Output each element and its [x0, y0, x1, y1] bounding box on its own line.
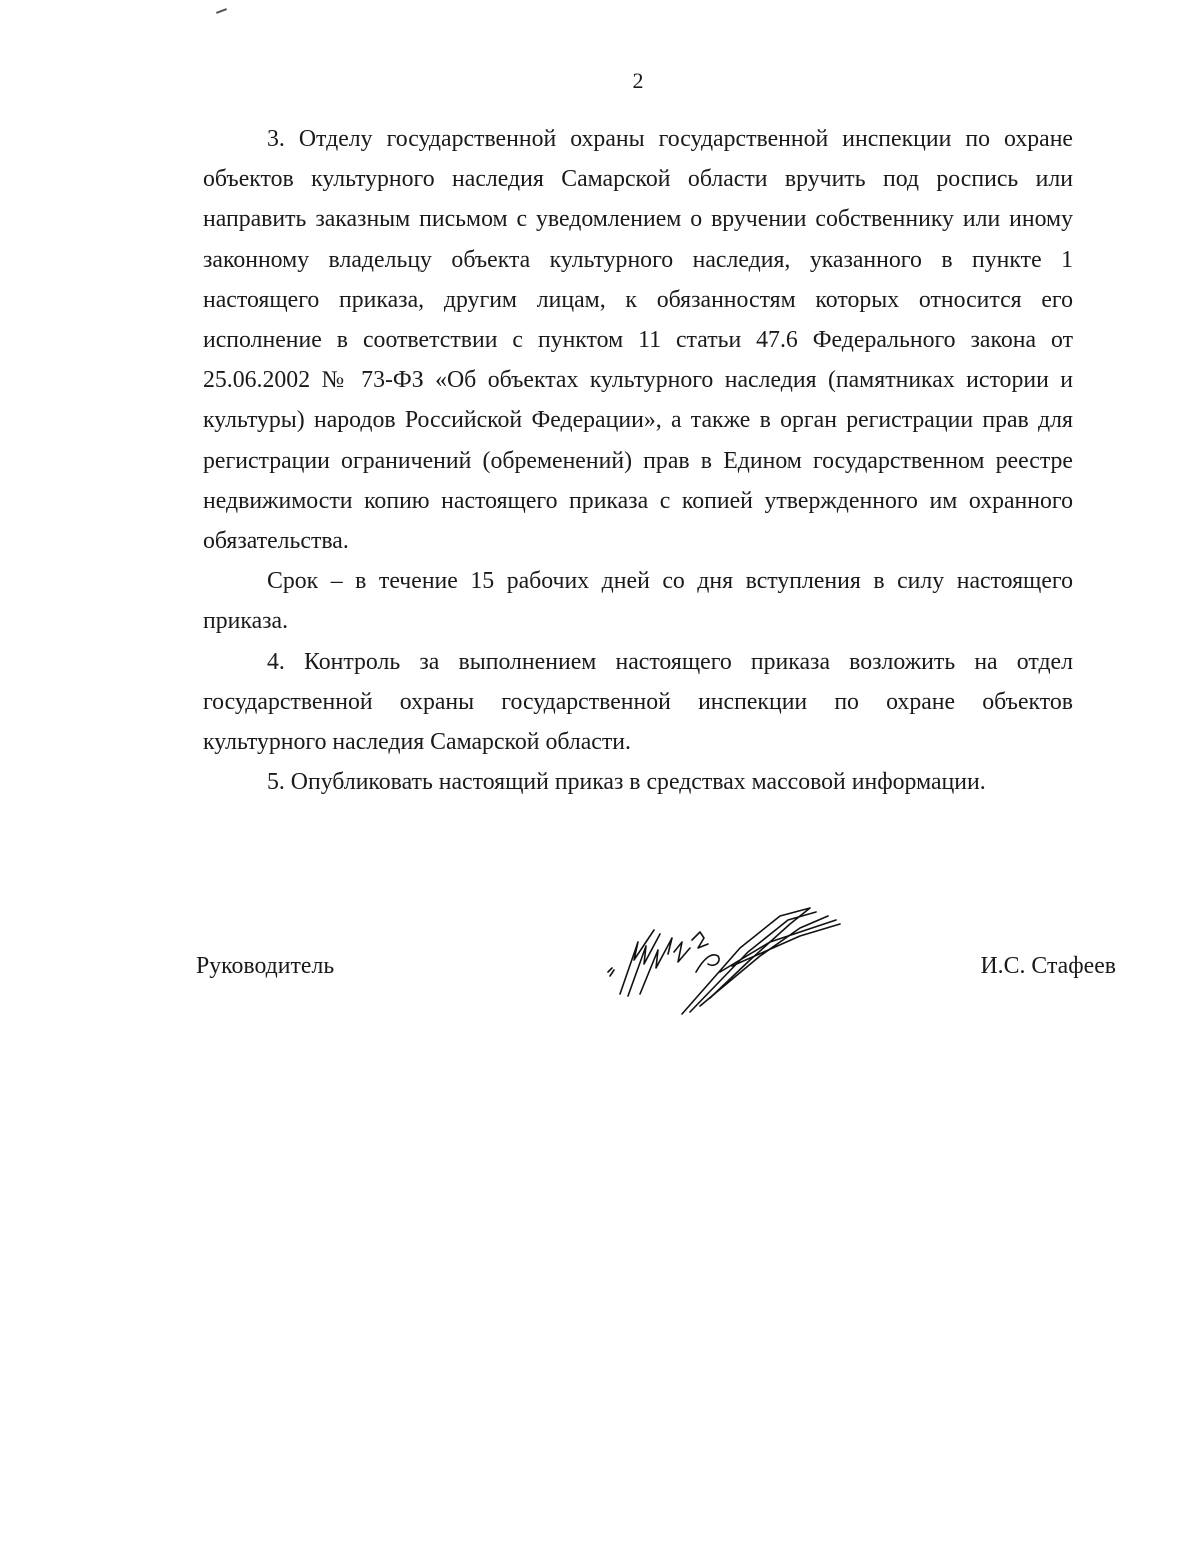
- paragraph-item-5: 5. Опубликовать настоящий приказ в средствах массовой информации.: [267, 769, 986, 796]
- paragraph-item-3: 3. Отделу государственной охраны государственной инспекции по охране объектов культурного наследия Самарской области вручить под роспись или направить заказным письмом с уведомлением о вручении собственнику или иному законному владельцу объекта культурного наследия, указанного в пункте 1 настоящего приказа, другим лицам, к обязанностям которых относится его исполнение в соответствии с пунктом 11 статьи 47.6 Федерального закона от 25.06.2002 № 73-ФЗ «Об объектах культурного наследия (памятниках истории и культуры) народов Российской Федерации», а также в орган регистрации прав для регистрации ограничений (обременений) прав в Едином государственном реестре недвижимости копию настоящего приказа с копией утвержденного им охранного обязательства.: [203, 126, 1073, 555]
- handwritten-signature-icon: [600, 902, 850, 1017]
- scan-artifact-mark: [216, 8, 227, 14]
- page-number: 2: [632, 68, 644, 93]
- signature-block: [196, 902, 1116, 1022]
- signer-name: И.С. Стафеев: [980, 953, 1116, 979]
- paragraph-item-4: 4. Контроль за выполнением настоящего приказа возложить на отдел государственной охраны государственной инспекции по охране объектов культурного наследия Самарской области.: [203, 648, 1073, 756]
- paragraph-deadline: Срок – в течение 15 рабочих дней со дня вступления в силу настоящего приказа.: [203, 568, 1073, 635]
- document-body: [203, 119, 1073, 802]
- signer-position: Руководитель: [196, 953, 335, 979]
